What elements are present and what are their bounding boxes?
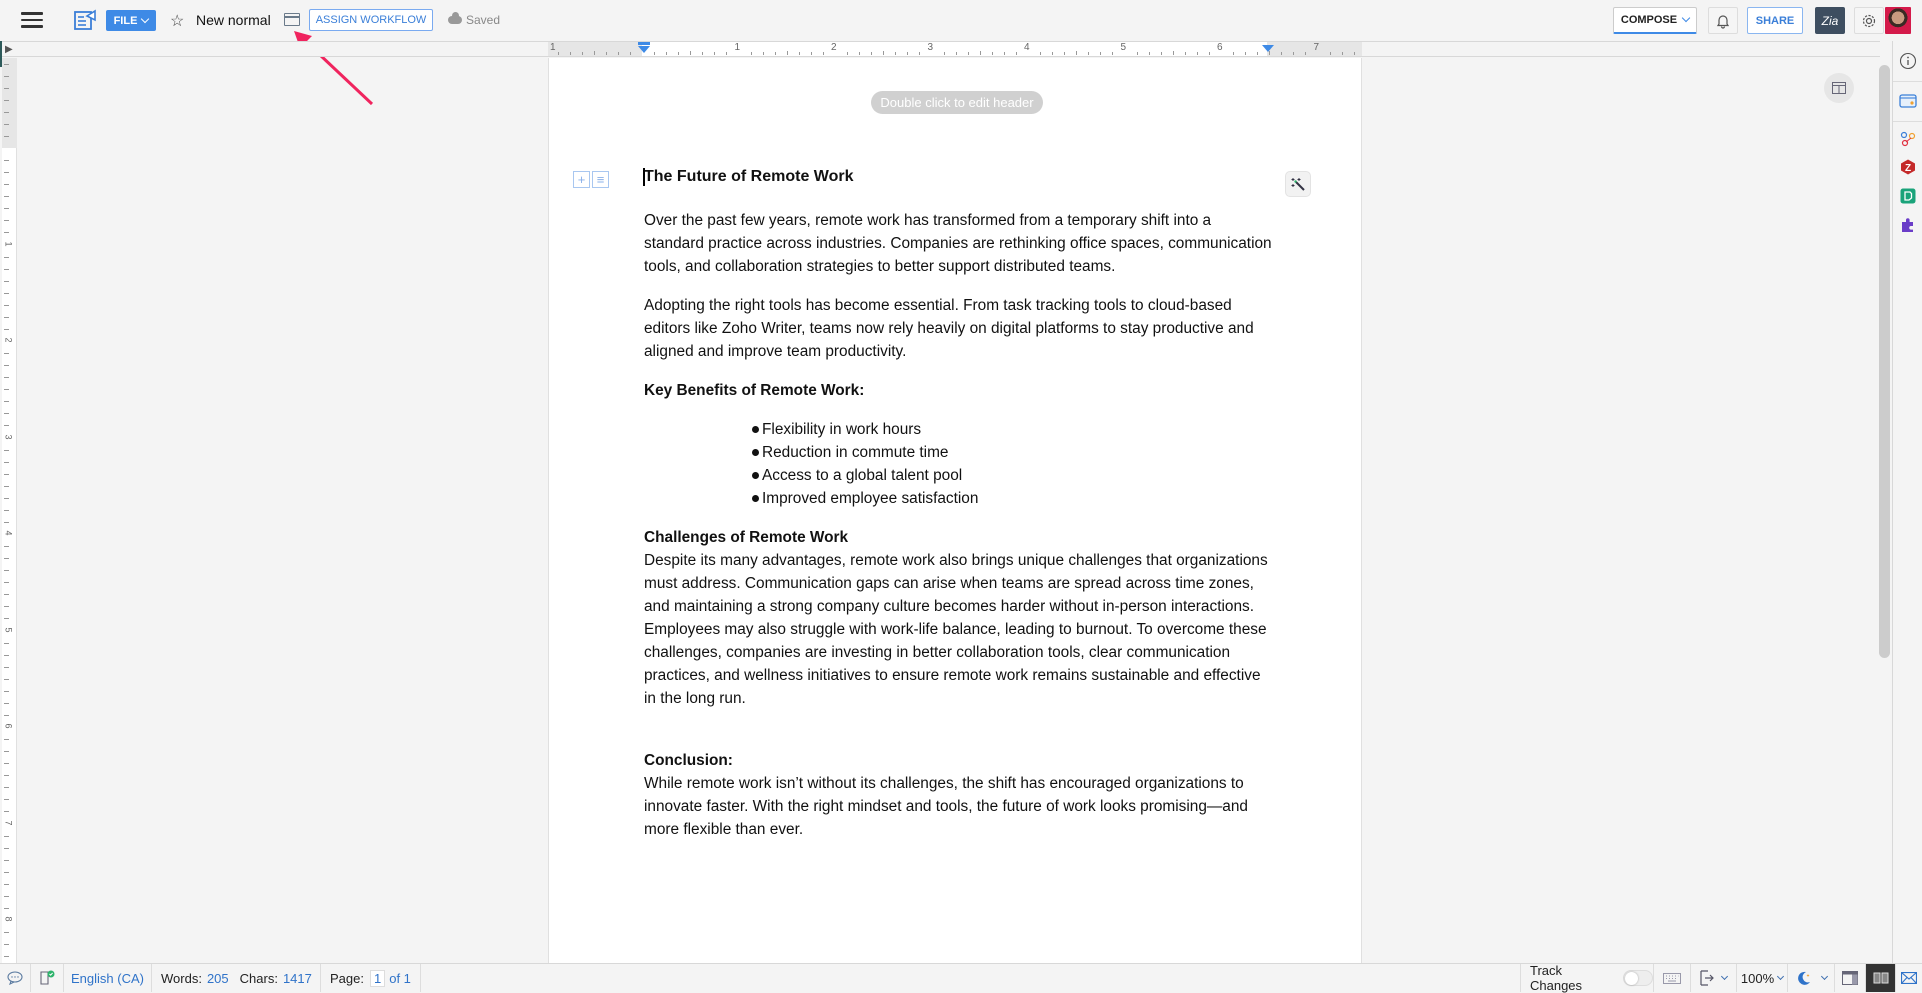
- ruler-toggle-icon[interactable]: ▶: [5, 44, 13, 55]
- ruler-tick: [4, 751, 9, 752]
- page-fit-icon: [1700, 970, 1714, 986]
- ruler-label: 7: [3, 819, 14, 826]
- ruler-tick: [4, 667, 9, 668]
- ruler-tick: [1076, 51, 1077, 55]
- chars-label: Chars:: [239, 970, 278, 986]
- ruler-label: 5: [1120, 42, 1127, 53]
- ruler-tick: [4, 413, 9, 414]
- chevron-down-icon: [1682, 14, 1690, 22]
- ruler-tick: [799, 52, 800, 55]
- ruler-tick: [859, 52, 860, 55]
- ruler-tick: [4, 896, 9, 897]
- ruler-tick: [4, 124, 9, 125]
- comments-button[interactable]: [0, 964, 31, 992]
- settings-button[interactable]: [1854, 7, 1884, 34]
- ruler-tick: [763, 52, 764, 55]
- ai-magic-button[interactable]: [1285, 171, 1311, 197]
- theme-selector[interactable]: [1788, 964, 1835, 992]
- top-margin-area: [2, 58, 17, 148]
- ruler-label: 2: [831, 42, 837, 53]
- ruler-tick: [606, 52, 607, 55]
- chevron-down-icon: [1777, 973, 1784, 980]
- ruler-tick: [1281, 52, 1282, 55]
- ruler-tick: [4, 462, 9, 463]
- ruler-tick: [4, 76, 9, 77]
- ruler-tick: [4, 64, 9, 65]
- comment-icon: [7, 971, 23, 985]
- ruler-tick: [775, 52, 776, 55]
- ruler-tick: [4, 908, 9, 909]
- ruler-tick: [4, 643, 9, 644]
- track-changes-toggle[interactable]: [1623, 970, 1653, 986]
- page-total: of 1: [389, 970, 411, 986]
- horizontal-ruler[interactable]: [548, 42, 1362, 56]
- ruler-tick: [4, 606, 9, 607]
- ruler-tick: [4, 618, 9, 619]
- ruler-label: 4: [3, 530, 14, 536]
- ruler-tick: [4, 775, 9, 776]
- track-changes-label: Track Changes: [1530, 963, 1583, 993]
- ruler-tick: [751, 52, 752, 55]
- keyboard-button[interactable]: [1654, 964, 1691, 992]
- left-margin-area: [548, 42, 642, 56]
- language-selector[interactable]: English (CA): [64, 964, 152, 992]
- assign-workflow-button[interactable]: ASSIGN WORKFLOW: [309, 9, 433, 31]
- ruler-tick: [1245, 52, 1246, 55]
- ruler-tick: [714, 52, 715, 55]
- ruler-tick: [4, 172, 9, 173]
- zia-button[interactable]: [1815, 7, 1845, 34]
- document-body[interactable]: [644, 165, 1274, 857]
- ruler-tick: [4, 594, 9, 595]
- compose-button[interactable]: [1613, 7, 1697, 34]
- ruler-tick: [4, 510, 9, 511]
- horizontal-ruler-row: [0, 41, 1880, 57]
- file-label: FILE: [113, 14, 138, 27]
- ruler-tick: [4, 401, 9, 402]
- vertical-scrollbar[interactable]: [1879, 65, 1890, 658]
- conclusion-heading: Conclusion:: [644, 752, 733, 769]
- left-indent-marker[interactable]: [638, 46, 650, 53]
- ruler-tick: [4, 703, 9, 704]
- ruler-label: 7: [1313, 42, 1320, 53]
- ruler-tick: [4, 136, 9, 137]
- ruler-tick: [4, 836, 9, 837]
- moon-icon: [1796, 970, 1812, 986]
- folder-icon[interactable]: [284, 13, 300, 26]
- empty-line: [644, 726, 1274, 749]
- ruler-tick: [4, 196, 9, 197]
- ruler-tick: [618, 52, 619, 55]
- ruler-label: 3: [927, 42, 934, 53]
- ruler-tick: [594, 51, 595, 55]
- web-layout-icon: [1842, 971, 1858, 985]
- ruler-tick: [678, 52, 679, 55]
- ruler-tick: [690, 51, 691, 55]
- ruler-tick: [968, 52, 969, 55]
- keyboard-icon: [1663, 973, 1681, 984]
- paragraph-menu-icon[interactable]: ≡: [592, 171, 609, 188]
- ruler-tick: [4, 570, 9, 571]
- ruler-tick: [4, 558, 9, 559]
- tools-paragraph: Adopting the right tools has become essential. From task tracking tools to cloud-based editors like Zoho Writer, teams now rely heavily on digital platforms to stay productive and aligned and improve team productivity.: [644, 297, 1254, 360]
- ruler-tick: [4, 317, 9, 318]
- ruler-tick: [4, 269, 9, 270]
- ruler-tick: [4, 281, 9, 282]
- ruler-tick: [1004, 52, 1005, 55]
- ruler-tick: [1330, 52, 1331, 55]
- mail-icon: [1901, 972, 1917, 984]
- list-item: Access to a global talent pool: [752, 464, 1274, 487]
- ruler-label: 4: [1024, 42, 1030, 53]
- ruler-tick: [4, 811, 9, 812]
- ruler-tick: [702, 52, 703, 55]
- gear-icon: [1861, 13, 1877, 29]
- ruler-tick: [4, 691, 9, 692]
- ruler-tick: [1233, 52, 1234, 55]
- rail-divider: [1893, 121, 1922, 122]
- book-view-button[interactable]: [1866, 964, 1896, 992]
- zoom-value: 100%: [1740, 970, 1775, 986]
- ruler-tick: [4, 655, 9, 656]
- star-icon[interactable]: ☆: [170, 13, 185, 30]
- right-indent-marker[interactable]: [1262, 45, 1274, 52]
- ruler-tick: [4, 100, 9, 101]
- ruler-tick: [944, 52, 945, 55]
- integrations-icon[interactable]: [1898, 129, 1918, 149]
- benefits-list: [752, 418, 1274, 510]
- conclusion-paragraph: While remote work isn’t without its challenges, the shift has encouraged organizations to innovate faster. With the right mindset and tools, the future of work looks promising—and more flexible than ever.: [644, 775, 1248, 838]
- page-label: Page:: [330, 970, 364, 986]
- ruler-tick: [4, 160, 9, 161]
- save-status: [448, 13, 500, 27]
- ruler-tick: [1269, 51, 1270, 55]
- ruler-tick: [4, 389, 9, 390]
- ruler-label: 1: [734, 42, 741, 53]
- ruler-tick: [4, 787, 9, 788]
- user-avatar[interactable]: [1885, 7, 1911, 34]
- list-item: Flexibility in work hours: [752, 418, 1274, 441]
- ruler-tick: [1064, 52, 1065, 55]
- ruler-tick: [4, 257, 9, 258]
- save-status-label: Saved: [466, 13, 501, 27]
- ruler-tick: [4, 293, 9, 294]
- ruler-label: 5: [3, 626, 14, 633]
- ruler-tick: [4, 498, 9, 499]
- ruler-tick: [4, 353, 9, 354]
- layout-icon: [1832, 82, 1846, 94]
- words-value: 205: [206, 970, 229, 986]
- word-count[interactable]: [152, 964, 321, 992]
- hamburger-menu-icon[interactable]: [21, 12, 43, 28]
- document-title[interactable]: New normal: [196, 12, 271, 28]
- zoom-selector[interactable]: [1737, 964, 1788, 992]
- ruler-label: 2: [3, 337, 14, 343]
- bell-icon: [1715, 13, 1731, 29]
- ruler-tick: [1100, 52, 1101, 55]
- ruler-tick: [883, 51, 884, 55]
- ruler-tick: [1293, 52, 1294, 55]
- first-line-indent-marker[interactable]: [638, 42, 650, 45]
- page-layout-button[interactable]: [1824, 73, 1854, 103]
- challenges-heading: Challenges of Remote Work: [644, 529, 849, 546]
- puzzle-extension-icon[interactable]: [1898, 215, 1918, 235]
- ruler-tick: [847, 52, 848, 55]
- ruler-tick: [4, 860, 9, 861]
- track-changes-control[interactable]: [1520, 964, 1654, 992]
- ruler-tick: [895, 52, 896, 55]
- add-block-icon[interactable]: +: [573, 171, 590, 188]
- svg-text:Z: Z: [1904, 163, 1912, 174]
- zia-label: Zia: [1821, 13, 1839, 28]
- ruler-tick: [1016, 52, 1017, 55]
- ruler-tick: [1257, 52, 1258, 55]
- ruler-tick: [4, 329, 9, 330]
- ruler-tick: [1112, 52, 1113, 55]
- ruler-tick: [4, 763, 9, 764]
- benefits-heading: Key Benefits of Remote Work:: [644, 382, 865, 399]
- zoho-z-icon[interactable]: [1898, 157, 1918, 177]
- document-check-icon: [39, 970, 55, 986]
- ruler-tick: [4, 184, 9, 185]
- ruler-label: 1: [3, 240, 14, 247]
- ruler-tick: [1342, 52, 1343, 55]
- book-icon: [1873, 972, 1889, 984]
- edit-header-hint[interactable]: Double click to edit header: [871, 91, 1043, 114]
- ruler-tick: [630, 52, 631, 55]
- ruler-tick: [4, 944, 9, 945]
- wallet-icon[interactable]: [1898, 91, 1918, 111]
- ruler-tick: [811, 52, 812, 55]
- ruler-tick: [4, 848, 9, 849]
- ruler-tick: [823, 52, 824, 55]
- ruler-tick: [4, 715, 9, 716]
- left-accent-bar: [0, 41, 2, 67]
- status-bar: [0, 963, 1922, 991]
- ruler-tick: [4, 956, 9, 957]
- ruler-tick: [4, 208, 9, 209]
- ruler-tick: [992, 52, 993, 55]
- ruler-tick: [1161, 52, 1162, 55]
- ruler-tick: [654, 52, 655, 55]
- ruler-label: 1: [550, 42, 556, 53]
- ruler-tick: [582, 52, 583, 55]
- document-page[interactable]: [548, 58, 1362, 963]
- email-button[interactable]: [1896, 964, 1922, 992]
- ruler-tick: [4, 474, 9, 475]
- ruler-tick: [4, 88, 9, 89]
- file-menu-button[interactable]: [106, 10, 156, 31]
- list-item: Reduction in commute time: [752, 441, 1274, 464]
- ruler-tick: [4, 112, 9, 113]
- ruler-tick: [1209, 52, 1210, 55]
- chars-value: 1417: [282, 970, 312, 986]
- ruler-tick: [1052, 52, 1053, 55]
- ruler-tick: [4, 546, 9, 547]
- ruler-tick: [4, 425, 9, 426]
- notifications-button[interactable]: [1708, 7, 1738, 34]
- ruler-tick: [4, 220, 9, 221]
- cloud-icon: [448, 16, 462, 24]
- ruler-tick: [4, 305, 9, 306]
- ruler-tick: [4, 486, 9, 487]
- web-layout-button[interactable]: [1835, 964, 1866, 992]
- ruler-tick: [570, 52, 571, 55]
- ruler-tick: [919, 52, 920, 55]
- ruler-tick: [4, 884, 9, 885]
- page-indicator: [321, 964, 421, 992]
- ruler-tick: [4, 522, 9, 523]
- chevron-down-icon: [1820, 973, 1827, 980]
- ruler-tick: [1185, 52, 1186, 55]
- intro-paragraph: Over the past few years, remote work has transformed from a temporary shift into a standard practice across industries. Companies are rethinking office spaces, communication tools, and collaboration strategies to better support distributed teams.: [644, 212, 1272, 275]
- ruler-tick: [4, 932, 9, 933]
- magic-wand-icon: [1291, 177, 1305, 191]
- ruler-tick: [4, 232, 9, 233]
- ruler-label: 6: [3, 723, 14, 729]
- ruler-tick: [980, 51, 981, 55]
- ruler-tick: [558, 52, 559, 55]
- page-number-input[interactable]: 1: [370, 970, 385, 987]
- words-label: Words:: [161, 970, 202, 986]
- document-heading: The Future of Remote Work: [644, 165, 1274, 188]
- ruler-tick: [1173, 51, 1174, 55]
- ruler-tick: [956, 52, 957, 55]
- ruler-tick: [726, 52, 727, 55]
- chevron-down-icon: [1721, 973, 1728, 980]
- ruler-tick: [4, 365, 9, 366]
- green-doc-icon[interactable]: [1898, 186, 1918, 206]
- document-check-button[interactable]: [31, 964, 64, 992]
- ruler-tick: [4, 679, 9, 680]
- ruler-label: 8: [3, 916, 14, 922]
- writer-app-icon[interactable]: [74, 9, 96, 31]
- share-button[interactable]: SHARE: [1747, 7, 1803, 34]
- ruler-tick: [666, 52, 667, 55]
- rail-divider: [1893, 81, 1922, 82]
- compose-label: COMPOSE: [1620, 14, 1678, 26]
- vertical-ruler[interactable]: [2, 58, 17, 963]
- ruler-tick: [1088, 52, 1089, 55]
- ruler-tick: [1137, 52, 1138, 55]
- right-sidebar: [1892, 41, 1922, 963]
- challenges-paragraph: Despite its many advantages, remote work also brings unique challenges that organizations must address. Communication gaps can arise when teams are spread across time zones, and maintaining a strong company culture becomes harder without in-person interactions. Employees may also struggle with work-life balance, leading to burnout. To overcome these challenges, companies are investing in better collaboration tools, clear communication practices, and wellness initiatives to ensure remote work remains sustainable and effective in the long run.: [644, 552, 1268, 707]
- ruler-tick: [871, 52, 872, 55]
- ruler-tick: [4, 739, 9, 740]
- ruler-label: 3: [3, 433, 14, 440]
- top-toolbar: [0, 0, 1922, 41]
- ruler-tick: [1354, 52, 1355, 55]
- page-fit-button[interactable]: [1691, 964, 1737, 992]
- ruler-tick: [907, 52, 908, 55]
- ruler-tick: [1197, 52, 1198, 55]
- chevron-down-icon: [141, 14, 149, 22]
- ruler-tick: [4, 582, 9, 583]
- ruler-tick: [4, 799, 9, 800]
- ruler-tick: [4, 450, 9, 451]
- ruler-tick: [1149, 52, 1150, 55]
- ruler-tick: [4, 872, 9, 873]
- ruler-tick: [1305, 52, 1306, 55]
- paragraph-tools: [573, 171, 609, 188]
- ruler-label: 6: [1217, 42, 1223, 53]
- ruler-tick: [4, 377, 9, 378]
- ruler-tick: [787, 51, 788, 55]
- ruler-tick: [1040, 52, 1041, 55]
- list-item: Improved employee satisfaction: [752, 487, 1274, 510]
- info-icon[interactable]: [1898, 51, 1918, 71]
